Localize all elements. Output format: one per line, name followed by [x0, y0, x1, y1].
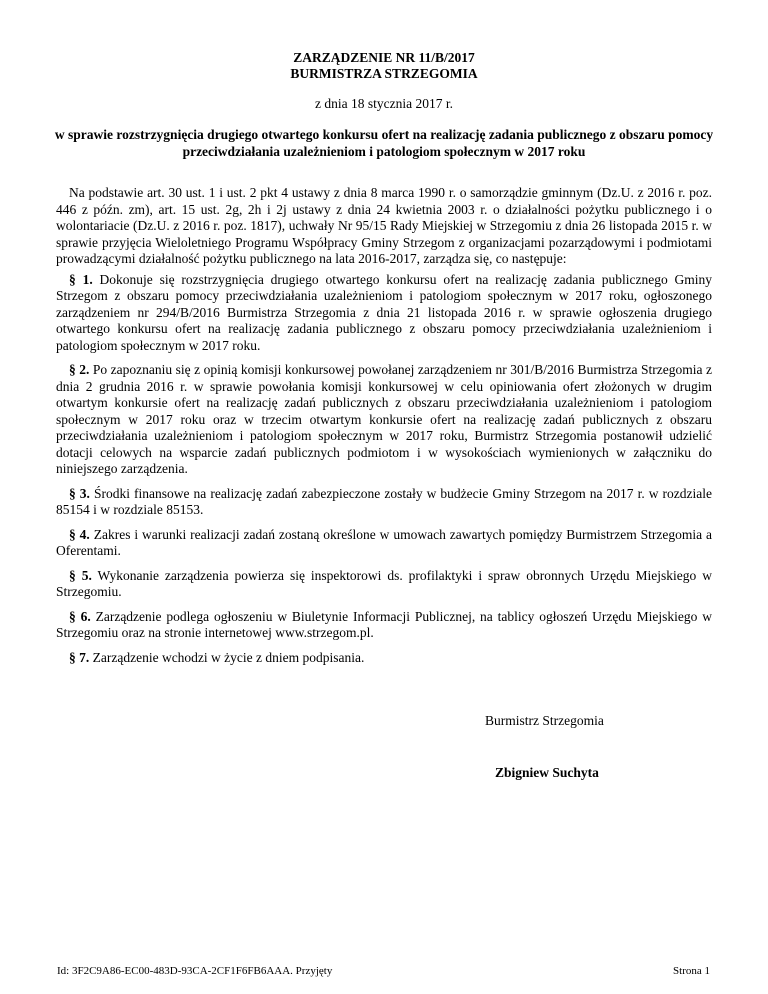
- document-date: z dnia 18 stycznia 2017 r.: [315, 96, 453, 111]
- section-4: [56, 527, 712, 560]
- section-1: [56, 272, 712, 355]
- section-label: § 6.: [69, 608, 91, 624]
- section-5: [56, 568, 712, 601]
- document-subject: w sprawie rozstrzygnięcia drugiego otwartego konkursu ofert na realizację zadania publicznego z obszaru pomocy przeciwdziałania uzależnieniom i patologiom społecznym w 2017 roku: [54, 127, 714, 159]
- footer-page-number: Strona 1: [673, 965, 710, 977]
- section-text: Środki finansowe na realizację zadań zabezpieczone zostały w budżecie Gminy Strzegom na 2017 r. w rozdziale 85154 i w rozdziale 85153.: [56, 485, 712, 517]
- signatory-name: Zbigniew Suchyta: [495, 765, 599, 780]
- section-text: Zakres i warunki realizacji zadań zostaną określone w umowach zawartych pomiędzy Burmistrzem Strzegomia a Oferentami.: [56, 526, 713, 558]
- document-body: [56, 185, 712, 674]
- section-2: [56, 362, 712, 478]
- legal-basis-paragraph: Na podstawie art. 30 ust. 1 i ust. 2 pkt 4 ustawy z dnia 8 marca 1990 r. o samorządzie gminnym (Dz.U. z 2016 r. poz. 446 z późn. zm), art. 15 ust. 2g, 2h i 2j ustawy z dnia 24 kwietnia 2003 r. o działalności pożytku publicznego i o wolontariacie (Dz.U. z 2016 r. poz. 1817), uchwały Nr 95/15 Rady Miejskiej w Strzegomiu z dnia 26 listopada 2015 r. w sprawie przyjęcia Wieloletniego Programu Współpracy Gminy Strzegom z organizacjami pozarządowymi i podmiotami prowadzącymi działalność pożytku publicznego na lata 2016-2017, zarządza się, co następuje:: [56, 185, 712, 266]
- section-text: Zarządzenie podlega ogłoszeniu w Biuletynie Informacji Publicznej, na tablicy ogłoszeń Urzędu Miejskiego w Strzegomiu oraz na stronie internetowej www.strzegom.pl.: [56, 608, 713, 640]
- document-title: ZARZĄDZENIE NR 11/B/2017: [293, 50, 475, 65]
- section-label: § 2.: [69, 362, 90, 377]
- section-text: Zarządzenie wchodzi w życie z dniem podpisania.: [92, 649, 365, 665]
- section-label: § 3.: [69, 485, 90, 501]
- section-7: [56, 650, 712, 667]
- section-text: Dokonuje się rozstrzygnięcia drugiego otwartego konkursu ofert na realizację zadania publicznego Gminy Strzegom z obszaru pomocy przeciwdziałania uzależnieniom i patologiom społecznym w 2017 roku, ogłoszonego zarządzeniem nr 294/B/2016 Burmistrza Strzegomia z dnia 21 listopada 2016 r. w sprawie ogłoszenia drugiego otwartego konkursu ofert na realizację zadania publicznego z obszaru pomocy przeciwdziałania uzależnieniom i patologiom społecznym w 2017 roku.: [56, 271, 713, 353]
- section-text: Wykonanie zarządzenia powierza się inspektorowi ds. profilaktyki i spraw obronnych Urzędu Miejskiego w Strzegomiu.: [56, 567, 712, 599]
- section-3: [56, 486, 712, 519]
- section-label: § 4.: [69, 526, 90, 542]
- section-label: § 5.: [69, 567, 92, 583]
- document-issuer: BURMISTRZA STRZEGOMIA: [290, 66, 478, 81]
- footer-document-id: Id: 3F2C9A86-EC00-483D-93CA-2CF1F6FB6AAA. Przyjęty: [57, 965, 333, 977]
- signatory-title: Burmistrz Strzegomia: [485, 713, 604, 728]
- section-6: [56, 609, 712, 642]
- section-text: Po zapoznaniu się z opinią komisji konkursowej powołanej zarządzeniem nr 301/B/2016 Burmistrza Strzegomia z dnia 2 grudnia 2016 r. w sprawie powołania komisji konkursowej w celu opiniowania ofert złożonych w drugim otwartym konkursie ofert na realizację zadań publicznych z obszaru przeciwdziałania uzależnieniom i patologiom społecznym w 2017 roku oraz w trzecim otwartym konkursie ofert na realizację zadań publicznych z obszaru przeciwdziałania uzależnieniom i patologiom społecznym w 2017 roku, Burmistrz Strzegomia postanowił udzielić dotacji celowych na wsparcie zadań publicznych podmiotom i w wysokościach wymienionych w załączniku do niniejszego zarządzenia.: [56, 362, 713, 476]
- section-label: § 7.: [69, 649, 90, 665]
- section-label: § 1.: [69, 271, 93, 287]
